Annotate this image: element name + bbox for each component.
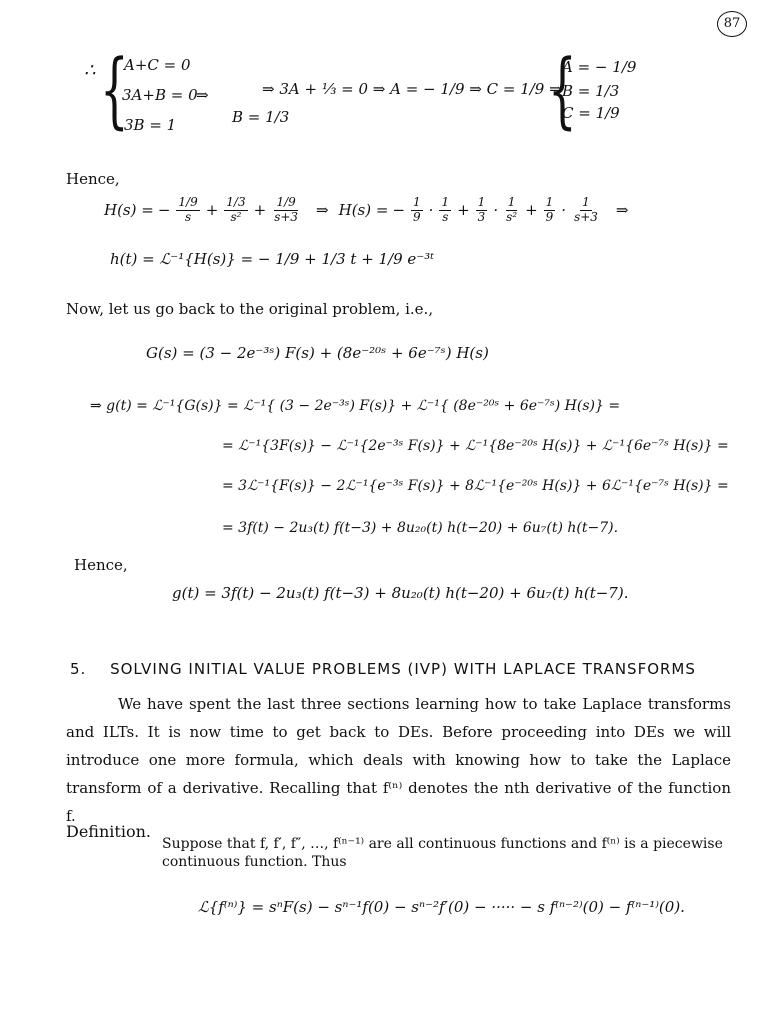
- fraction-g: $\frac{1}{s+3}$: [574, 195, 598, 224]
- equation-1: A+C = 0: [124, 56, 191, 74]
- g-line-1: ⇒ g(t) = ℒ⁻¹{G(s)} = ℒ⁻¹{ (3 − 2e⁻³ˢ) F(s)} + ℒ⁻¹{ (8e⁻²⁰ˢ + 6e⁻⁷ˢ) H(s)} =: [90, 398, 621, 414]
- section-number: 5.: [70, 660, 87, 678]
- definition-text-2: continuous function. Thus: [162, 854, 347, 870]
- derivative-formula: ℒ{f⁽ⁿ⁾} = sⁿF(s) − sⁿ⁻¹f(0) − sⁿ⁻²f′(0) − ····· − s f⁽ⁿ⁻²⁾(0) − f⁽ⁿ⁻¹⁾(0).: [198, 898, 685, 916]
- result-b: B = 1/3: [562, 82, 620, 100]
- g-of-s-line: G(s) = (3 − 2e⁻³ˢ) F(s) + (8e⁻²⁰ˢ + 6e⁻⁷ˢ) H(s): [146, 344, 489, 362]
- equation-3: 3B = 1: [124, 116, 177, 134]
- fraction-a: $\frac{1}{9}$: [413, 195, 421, 224]
- section-heading: [70, 660, 696, 678]
- fraction-1: $\frac{1/9}{s}$: [178, 195, 198, 224]
- therefore-symbol: ∴: [84, 60, 96, 81]
- h-arrow-2: ⇒: [615, 201, 629, 220]
- paragraph-text: We have spent the last three sections learning how to take Laplace transforms and ILTs. It is now time to get back to DEs. Before proceeding into DEs we will introduce one more formula, which deals with knowing how to take the Laplace transform of a derivative. Recalling that f⁽ⁿ⁾ denotes the nth derivative of the function f.: [66, 695, 731, 825]
- fraction-2: $\frac{1/3}{\text{s²}}$: [226, 195, 246, 224]
- solution-steps: ⇒ 3A + ⅓ = 0 ⇒ A = − 1/9 ⇒ C = 1/9 ⇒: [262, 80, 562, 98]
- section-title: SOLVING INITIAL VALUE PROBLEMS (IVP) WITH LAPLACE TRANSFORMS: [110, 660, 696, 678]
- hence-label-2: Hence,: [74, 556, 128, 574]
- g-line-4: = 3f(t) − 2u₃(t) f(t−3) + 8u₂₀(t) h(t−20) + 6u₇(t) h(t−7).: [222, 520, 619, 536]
- result-a: A = − 1/9: [562, 58, 637, 76]
- g-line-2: = ℒ⁻¹{3F(s)} − ℒ⁻¹{2e⁻³ˢ F(s)} + ℒ⁻¹{8e⁻²⁰ˢ H(s)} + ℒ⁻¹{6e⁻⁷ˢ H(s)} =: [222, 438, 729, 454]
- fraction-b: $\frac{1}{s}$: [441, 195, 450, 224]
- h-minus: −: [157, 201, 171, 220]
- right-brace: {: [548, 43, 577, 138]
- hence-label-1: Hence,: [66, 170, 120, 188]
- g-line-3: = 3ℒ⁻¹{F(s)} − 2ℒ⁻¹{e⁻³ˢ F(s)} + 8ℒ⁻¹{e⁻²⁰ˢ H(s)} + 6ℒ⁻¹{e⁻⁷ˢ H(s)} =: [222, 478, 729, 494]
- b-value: B = 1/3: [232, 108, 290, 126]
- fraction-d: $\frac{1}{\text{s²}}$: [506, 195, 518, 224]
- h-lhs: H(s) =: [104, 201, 154, 220]
- h-lhs-2: H(s) =: [338, 201, 389, 220]
- intro-paragraph: [66, 690, 731, 830]
- left-brace: {: [100, 43, 129, 138]
- h-of-s-line: H(s) = − $\frac{1/9}{s}$ + $\frac{1/3}{\text{s²}}$ + $\frac{1/9}{s+3}$ ⇒ H(s) = − $\frac{1}{9}$ · $\frac{1}{s}$ + $\frac{1}{3}$ · $\frac{1}{\text{s²}}$ + $\frac{1}{9}$ · $\frac{1}{s+3}$ ⇒: [104, 195, 629, 224]
- final-g-of-t: g(t) = 3f(t) − 2u₃(t) f(t−3) + 8u₂₀(t) h(t−20) + 6u₇(t) h(t−7).: [172, 584, 629, 602]
- fraction-3: $\frac{1/9}{s+3}$: [274, 195, 299, 224]
- page-number: 87: [717, 11, 747, 37]
- result-c: C = 1/9: [562, 104, 620, 122]
- now-line: Now, let us go back to the original problem, i.e.,: [66, 300, 434, 318]
- definition-text-1: Suppose that f, f′, f″, …, f⁽ⁿ⁻¹⁾ are all continuous functions and f⁽ⁿ⁾ is a piecewise: [162, 836, 723, 852]
- arrow-eq2: ⇒: [196, 86, 209, 104]
- definition-label: Definition.: [66, 822, 151, 841]
- fraction-e: $\frac{1}{9}$: [545, 195, 554, 224]
- h-of-t-line: h(t) = ℒ⁻¹{H(s)} = − 1/9 + 1/3 t + 1/9 e⁻³ᵗ: [110, 250, 434, 268]
- h-arrow: ⇒: [316, 201, 329, 220]
- fraction-c: $\frac{1}{3}$: [477, 195, 486, 224]
- equation-2: 3A+B = 0: [122, 86, 198, 104]
